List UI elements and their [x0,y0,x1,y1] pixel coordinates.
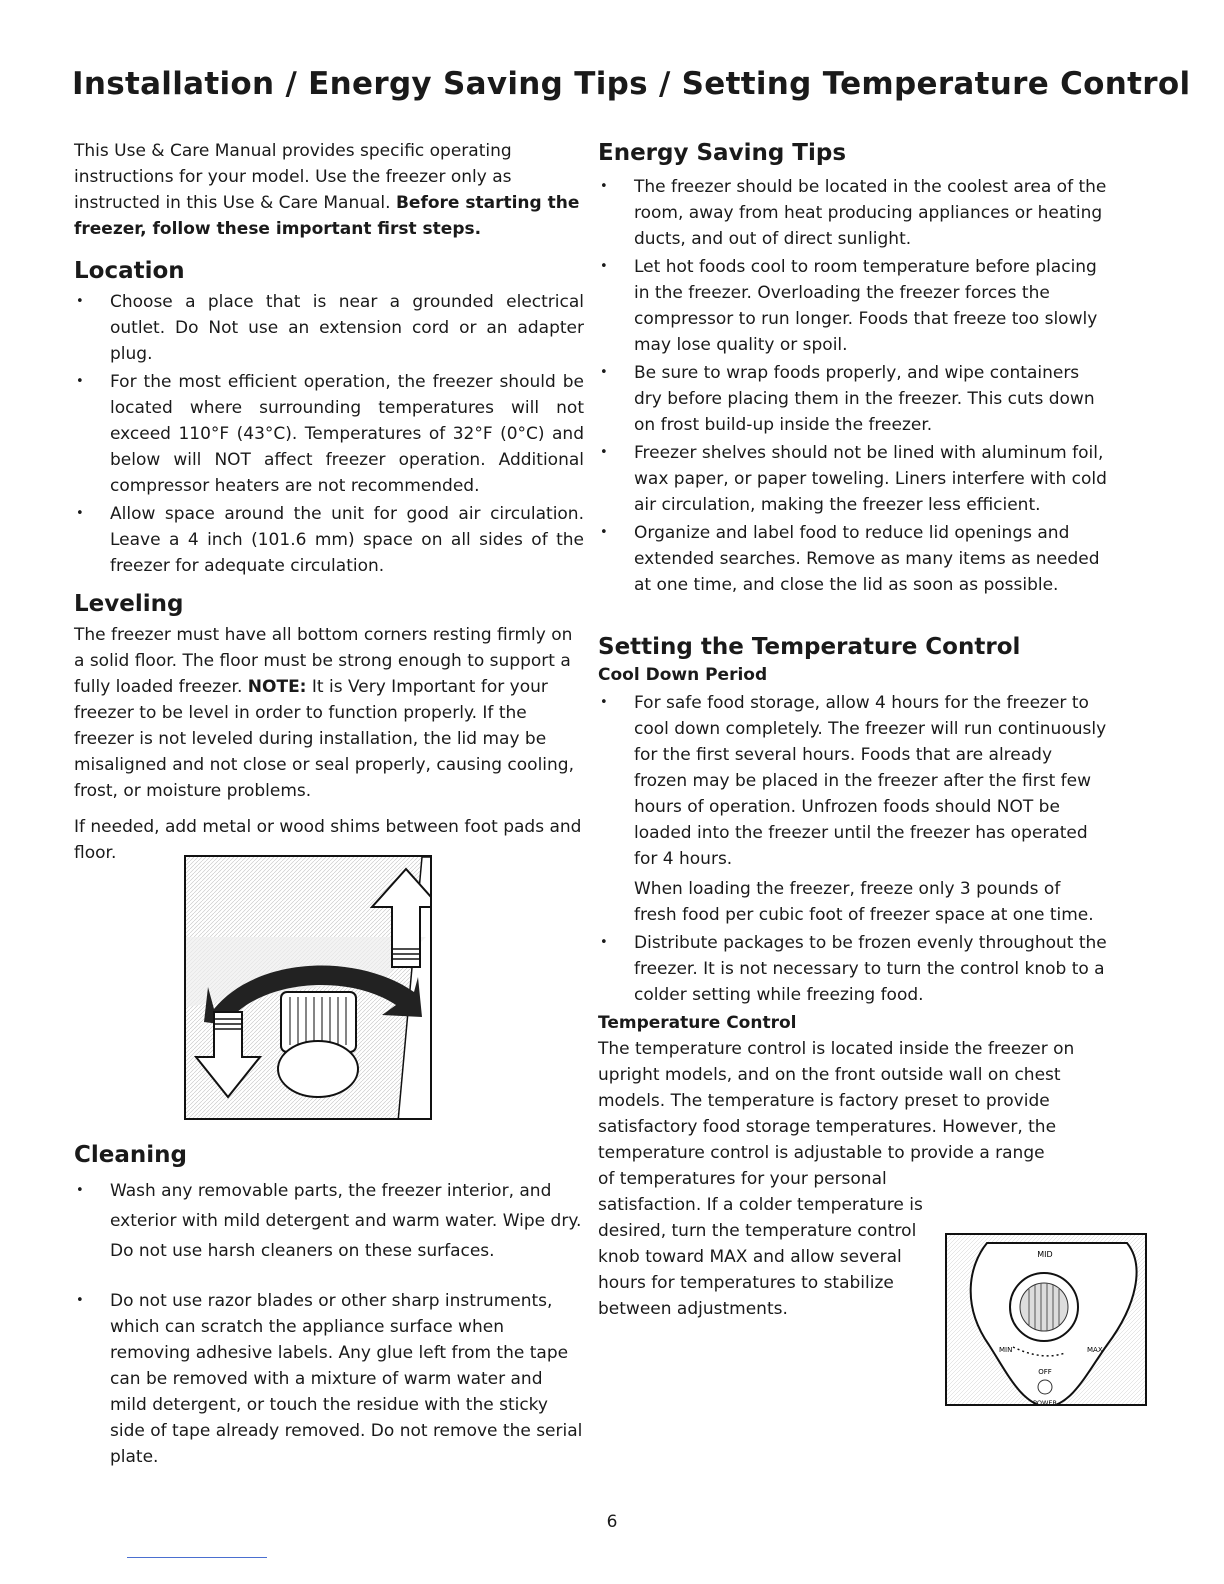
leveling-heading: Leveling [74,591,184,617]
list-item: • The freezer should be located in the coolest area of the room, away from heat producing appliances or heating ducts, and out of direct sunlight. [598,174,1108,252]
right-column [598,138,1108,1322]
max-label: MAX [1087,1346,1103,1354]
cool-down-loading-text: When loading the freezer, freeze only 3 pounds of fresh food per cubic foot of freezer space at one time. [634,879,1094,925]
off-label: OFF [1038,1368,1052,1376]
setting-heading: Setting the Temperature Control [598,634,1021,660]
leveling-paragraph [74,622,584,804]
page-title: Installation / Energy Saving Tips / Setting Temperature Control [72,66,1191,102]
leveling-illustration [184,855,432,1120]
dial-svg [947,1235,1147,1406]
list-item: • Allow space around the unit for good air circulation. Leave a 4 inch (101.6 mm) space on all sides of the freezer for adequate circulation. [74,501,584,579]
intro-bold: Before starting the freezer, follow these important first steps. [74,193,580,239]
location-heading: Location [74,258,185,284]
intro-text: This Use & Care Manual provides specific operating instructions for your model. Use the freezer only as instructed in this Use & Care Manual. [74,141,512,213]
temperature-control-text-1: The temperature control is located inside the freezer on upright models, and on the front outside wall on chest models. The temperature is factory preset to provide satisfactory food storage temperatures. However, the temperature control is adjustable to provide a range [598,1039,1075,1163]
intro-paragraph [74,138,584,242]
leveling-svg [186,857,432,1120]
leveling-text-2: It is Very Important for your freezer to be level in order to function properly. If the freezer is not leveled during installation, the lid may be misaligned and not close or seal properly, causing cooling, frost, or moisture problems. [74,677,574,801]
temperature-dial-illustration [945,1233,1147,1406]
list-item: • Let hot foods cool to room temperature before placing in the freezer. Overloading the freezer forces the compressor to run longer. Foods that freeze too slowly may lose quality or spoil. [598,254,1108,358]
list-item: • Organize and label food to reduce lid openings and extended searches. Remove as many items as needed at one time, and close the lid as soon as possible. [598,520,1108,598]
energy-list [598,174,1108,598]
footer-line [127,1557,267,1558]
cool-down-list [598,690,1108,1008]
power-light-icon [1038,1380,1052,1394]
temperature-control-text-2: of temperatures for your personal satisfaction. If a colder temperature is desired, turn the temperature control knob toward MAX and allow several hours for temperatures to stabilize between adjustments. [598,1169,923,1319]
leveling-text-1: The freezer must have all bottom corners resting firmly on a solid floor. The floor must be strong enough to support a fully loaded freezer. [74,625,573,697]
page-number: 6 [606,1512,618,1532]
cleaning-section [74,1140,584,1470]
cool-down-heading: Cool Down Period [598,665,768,685]
list-item: • Distribute packages to be frozen evenly throughout the freezer. It is not necessary to turn the control knob to a colder setting while freezing food. [598,930,1108,1008]
leveling-shims-paragraph: If needed, add metal or wood shims between foot pads and floor. [74,817,582,863]
list-item: • Be sure to wrap foods properly, and wipe containers dry before placing them in the freezer. This cuts down on frost build-up inside the freezer. [598,360,1108,438]
list-item: • Choose a place that is near a grounded electrical outlet. Do Not use an extension cord or an adapter plug. [74,289,584,367]
temperature-control-heading: Temperature Control [598,1013,797,1033]
list-item: • Do not use razor blades or other sharp instruments, which can scratch the appliance surface when removing adhesive labels. Any glue left from the tape can be removed with a mixture of warm water and mild detergent, or touch the residue with the sticky side of tape already removed. Do not remove the serial plate. [74,1288,584,1470]
list-item: • For the most efficient operation, the freezer should be located where surrounding temperatures will not exceed 110°F (43°C). Temperatures of 32°F (0°C) and below will NOT affect freezer operation. Additional compressor heaters are not recommended. [74,369,584,499]
energy-heading: Energy Saving Tips [598,140,847,166]
list-item: • Freezer shelves should not be lined with aluminum foil, wax paper, or paper toweling. Liners interfere with cold air circulation, making the freezer less efficient. [598,440,1108,518]
cleaning-list [74,1176,584,1470]
list-item: • Wash any removable parts, the freezer interior, and exterior with mild detergent and warm water. Wipe dry. Do not use harsh cleaners on these surfaces. [74,1176,584,1266]
leveling-note: NOTE: [247,677,307,697]
list-item [598,690,1108,928]
location-list [74,289,584,579]
mid-label: MID [1037,1250,1053,1259]
min-label: MIN [999,1346,1013,1354]
power-label: POWER [1032,1399,1058,1406]
cool-down-text: For safe food storage, allow 4 hours for the freezer to cool down completely. The freezer will run continuously for the first several hours. Foods that are already frozen may be placed in the freezer after the first few hours of operation. Unfrozen foods should NOT be loaded into the freezer until the freezer has operated for 4 hours. [634,693,1107,869]
left-column [74,138,584,866]
cleaning-heading: Cleaning [74,1142,187,1168]
